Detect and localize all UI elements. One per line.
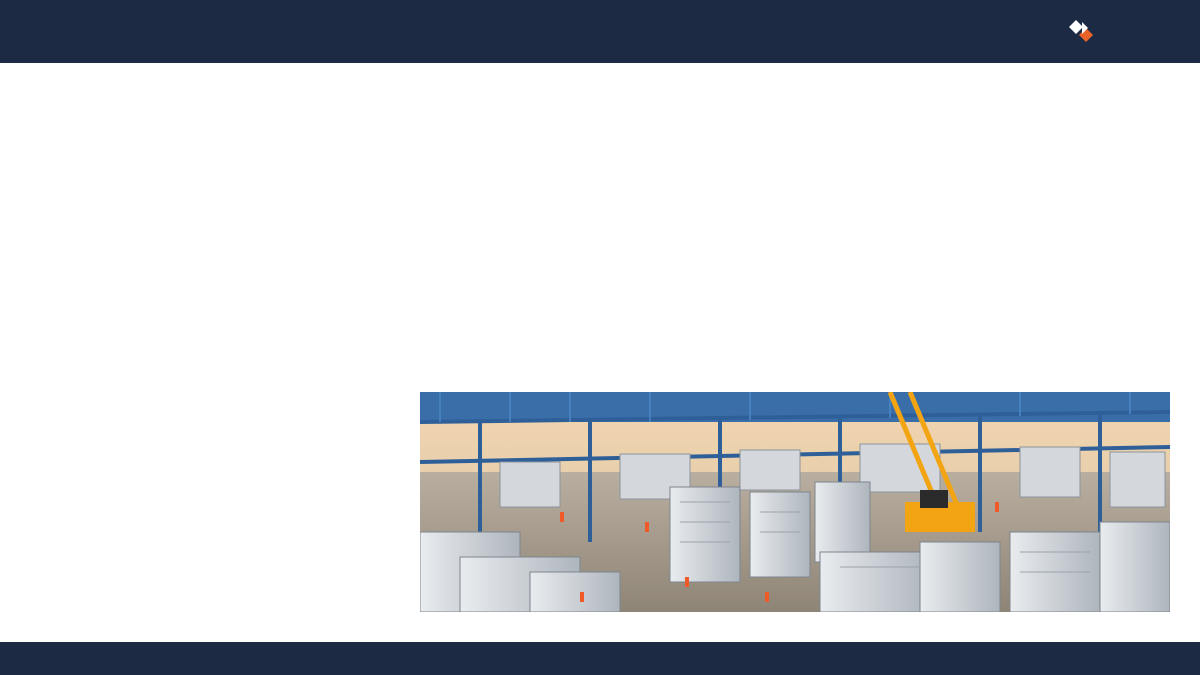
- footer-bar: [0, 642, 1200, 675]
- data-centre-construction-image: [420, 392, 1170, 612]
- decorative-bottom-stripes: [0, 658, 140, 675]
- supply-chain-column: [62, 134, 380, 153]
- soben-logo[interactable]: [1068, 14, 1178, 48]
- header-bar: [0, 0, 1200, 63]
- rising-costs-column-1: [420, 134, 780, 153]
- decorative-dot-stripes: [0, 0, 140, 72]
- soben-logo-icon: [1068, 16, 1098, 46]
- rising-costs-column-2: [809, 134, 1164, 153]
